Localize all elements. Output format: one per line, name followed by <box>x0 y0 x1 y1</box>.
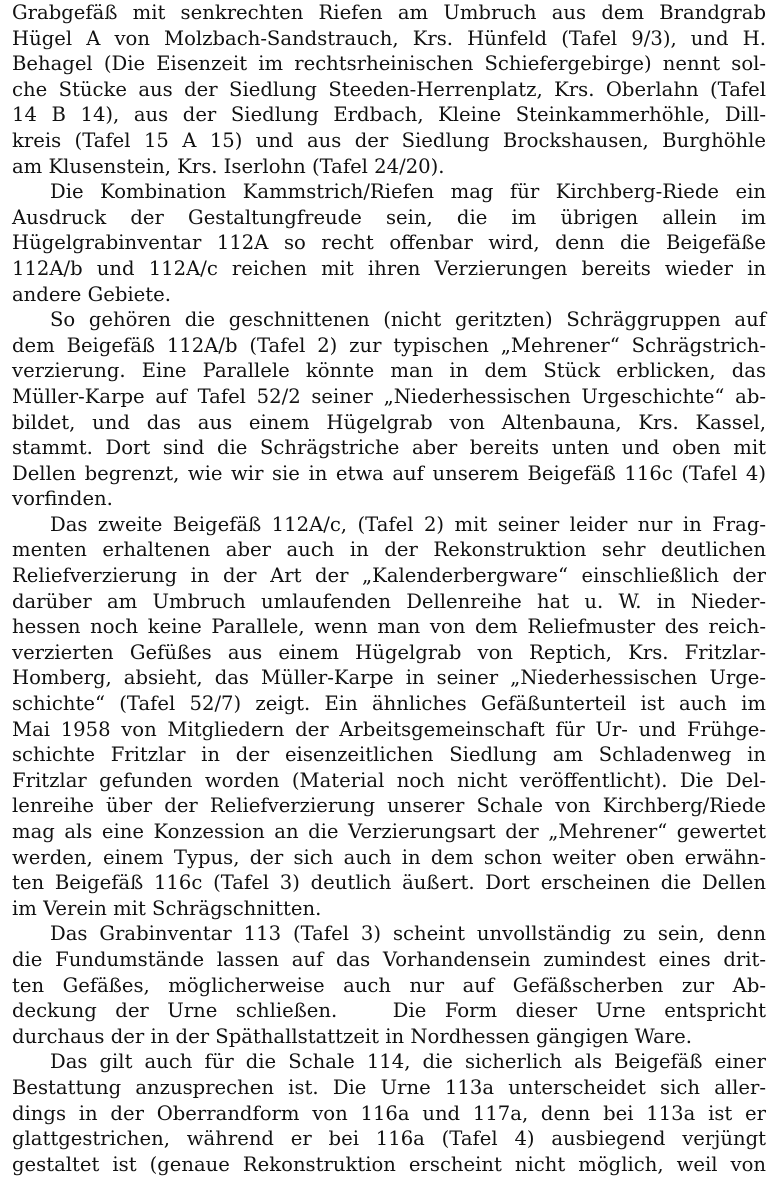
paragraph-2 <box>12 179 766 307</box>
text-line: 14 B 14), aus der Siedlung Erdbach, Kleine Steinkammerhöhle, Dill- <box>12 103 766 127</box>
text-line: Behagel (Die Eisenzeit im rechtsrheinischen Schiefergebirge) nennt sol- <box>12 52 766 76</box>
text-line: menten erhaltenen aber auch in der Rekonstruktion sehr deutlichen <box>12 538 766 562</box>
text-line: andere Gebiete. <box>12 282 171 306</box>
text-line: schichte Fritzlar in der eisenzeitlichen Siedlung am Schladenweg in <box>12 743 766 767</box>
paragraph-1 <box>12 0 766 179</box>
text-line: Die Kombination Kammstrich/Riefen mag für Kirchberg-Riede ein <box>50 180 766 204</box>
paragraph-6 <box>12 1049 766 1177</box>
text-line: Bestattung anzusprechen ist. Die Urne 113a unterscheidet sich aller- <box>12 1075 766 1099</box>
text-line: verzierten Gefüßes aus einem Hügelgrab von Reptich, Krs. Fritzlar- <box>12 640 766 664</box>
text-line: 112A/b und 112A/c reichen mit ihren Verzierungen bereits wieder in <box>12 256 766 280</box>
text-line: glattgestrichen, während er bei 116a (Tafel 4) ausbiegend verjüngt <box>12 1127 766 1151</box>
text-line: Müller-Karpe auf Tafel 52/2 seiner „Niederhessischen Urgeschichte“ ab- <box>12 384 766 408</box>
text-line: Grabgefäß mit senkrechten Riefen am Umbruch aus dem Brandgrab <box>12 1 766 24</box>
text-line: die Fundumstände lassen auf das Vorhandensein zumindest eines drit- <box>12 947 766 971</box>
text-line: Das gilt auch für die Schale 114, die sicherlich als Beigefäß einer <box>50 1050 766 1074</box>
text-line: verzierung. Eine Parallele könnte man in dem Stück erblicken, das <box>12 359 766 383</box>
text-line: darüber am Umbruch umlaufenden Dellenreihe hat u. W. in Nieder- <box>12 589 766 613</box>
text-line: durchaus der in der Späthallstattzeit in Nordhessen gängigen Ware. <box>12 1024 692 1048</box>
text-line: dem Beigefäß 112A/b (Tafel 2) zur typischen „Mehrener“ Schrägstrich- <box>12 333 766 357</box>
text-line: deckung der Urne schließen. Die Form dieser Urne entspricht <box>12 999 766 1023</box>
text-line: vorfinden. <box>12 487 113 511</box>
text-line: bildet, und das aus einem Hügelgrab von Altenbauna, Krs. Kassel, <box>12 410 766 434</box>
text-line: Das Grabinventar 113 (Tafel 3) scheint unvollständig zu sein, denn <box>50 922 766 946</box>
text-line: dings in der Oberrandform von 116a und 117a, denn bei 113a ist er <box>12 1101 766 1125</box>
paragraph-4 <box>12 512 766 922</box>
paragraph-5 <box>12 921 766 1049</box>
text-line: Hügelgrabinventar 112A so recht offenbar wird, denn die Beigefäße <box>12 231 766 255</box>
text-line: Fritzlar gefunden worden (Material noch nicht veröffentlicht). Die Del- <box>12 768 766 792</box>
text-line: Reliefverzierung in der Art der „Kalenderbergware“ einschließlich der <box>12 564 766 588</box>
text-line: So gehören die geschnittenen (nicht geritzten) Schräggruppen auf <box>50 308 766 332</box>
text-line: ten Beigefäß 116c (Tafel 3) deutlich äußert. Dort erscheinen die Dellen <box>12 871 766 895</box>
text-line: hessen noch keine Parallele, wenn man von dem Reliefmuster des reich- <box>12 615 766 639</box>
text-line: im Verein mit Schrägschnitten. <box>12 896 322 920</box>
text-line: schichte“ (Tafel 52/7) zeigt. Ein ähnliches Gefäßunterteil ist auch im <box>12 692 766 716</box>
text-line: am Klusenstein, Krs. Iserlohn (Tafel 24/20). <box>12 154 445 178</box>
text-line: werden, einem Typus, der sich auch in dem schon weiter oben erwähn- <box>12 845 766 869</box>
text-line: stammt. Dort sind die Schrägstriche aber bereits unten und oben mit <box>12 436 766 460</box>
text-line: Dellen begrenzt, wie wir sie in etwa auf unserem Beigefäß 116c (Tafel 4) <box>12 461 766 485</box>
text-line: Homberg, absieht, das Müller-Karpe in seiner „Niederhessischen Urge- <box>12 666 766 690</box>
text-line: kreis (Tafel 15 A 15) und aus der Siedlung Brockshausen, Burghöhle <box>12 128 766 152</box>
text-line: mag als eine Konzession an die Verzierungsart der „Mehrener“ gewertet <box>12 820 766 843</box>
text-line: Das zweite Beigefäß 112A/c, (Tafel 2) mit seiner leider nur in Frag- <box>50 512 766 536</box>
text-line: Ausdruck der Gestaltungfreude sein, die im übrigen allein im <box>12 205 766 229</box>
text-line: ten Gefäßes, möglicherweise auch nur auf Gefäßscherben zur Ab- <box>12 973 766 997</box>
text-line: Mai 1958 von Mitgliedern der Arbeitsgemeinschaft für Ur- und Frühge- <box>12 717 766 741</box>
text-line: lenreihe über der Reliefverzierung unserer Schale von Kirchberg/Riede <box>12 794 766 818</box>
text-line: che Stücke aus der Siedlung Steeden-Herrenplatz, Krs. Oberlahn (Tafel <box>12 77 766 101</box>
text-line: gestaltet ist (genaue Rekonstruktion erscheint nicht möglich, weil von <box>12 1152 766 1176</box>
paragraph-3 <box>12 307 766 512</box>
text-line: Hügel A von Molzbach-Sandstrauch, Krs. Hünfeld (Tafel 9/3), und H. <box>12 26 766 50</box>
document-page <box>12 0 766 1176</box>
